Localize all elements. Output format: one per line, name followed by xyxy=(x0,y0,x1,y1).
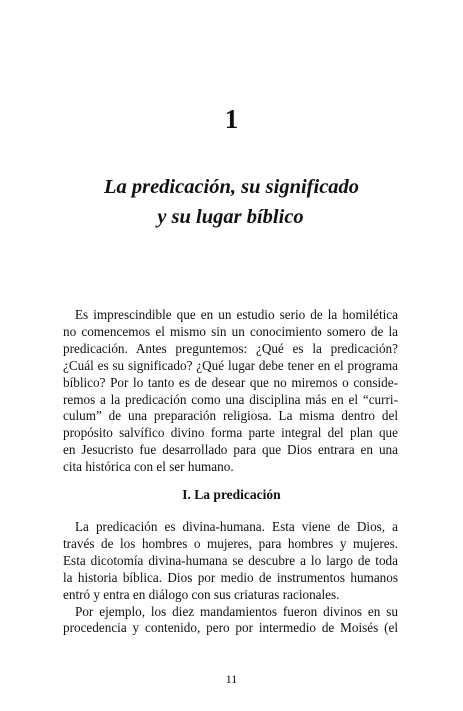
page-number: 11 xyxy=(225,672,238,686)
text-line: bíblico? Por lo tanto es de desear que no miremos o conside- xyxy=(63,374,398,390)
text-line: La predicación es divina-humana. Esta viene de Dios, a xyxy=(75,519,398,534)
text-line: culum” de una preparación religiosa. La misma dentro del xyxy=(63,408,398,424)
text-line: entró y entra en diálogo con sus criaturas racionales. xyxy=(63,586,340,602)
text-line: cita histórica con el ser humano. xyxy=(63,459,234,475)
text-line: procedencia y contenido, pero por intermedio de Moisés (el xyxy=(63,620,398,636)
text-line: Por ejemplo, los diez mandamientos fueron divinos en su xyxy=(75,603,398,619)
chapter-title xyxy=(0,172,463,232)
section-body xyxy=(63,519,398,637)
text-line: Esta dicotomía divina-humana se descubre a lo largo de toda xyxy=(63,552,398,568)
intro-paragraph xyxy=(63,307,398,476)
chapter-title-line: La predicación, su significado xyxy=(103,176,360,198)
chapter-title-line: y su lugar bíblico xyxy=(157,206,304,228)
text-line: no comencemos el mismo sin un conocimiento somero de la xyxy=(63,323,398,339)
text-line: predicación. Antes preguntemos: ¿Qué es la predicación? xyxy=(63,340,398,356)
text-line: en Jesucristo fue desarrollado para que Dios entrara en una xyxy=(63,442,398,458)
text-line: propósito salvífico divino forma parte integral del plan que xyxy=(63,425,398,441)
text-line: remos a la predicación como una disciplina más en el “curri- xyxy=(63,391,398,407)
section-heading: I. La predicación xyxy=(182,487,281,502)
text-line: ¿Cuál es su significado? ¿Qué lugar debe tener en el programa xyxy=(63,357,398,373)
chapter-number: 1 xyxy=(224,104,239,134)
text-line: través de los hombres o mujeres, para hombres y mujeres. xyxy=(63,535,398,551)
text-line: Es imprescindible que en un estudio serio de la homilética xyxy=(75,307,398,322)
text-line: la historia bíblica. Dios por medio de instrumentos humanos xyxy=(63,569,398,585)
